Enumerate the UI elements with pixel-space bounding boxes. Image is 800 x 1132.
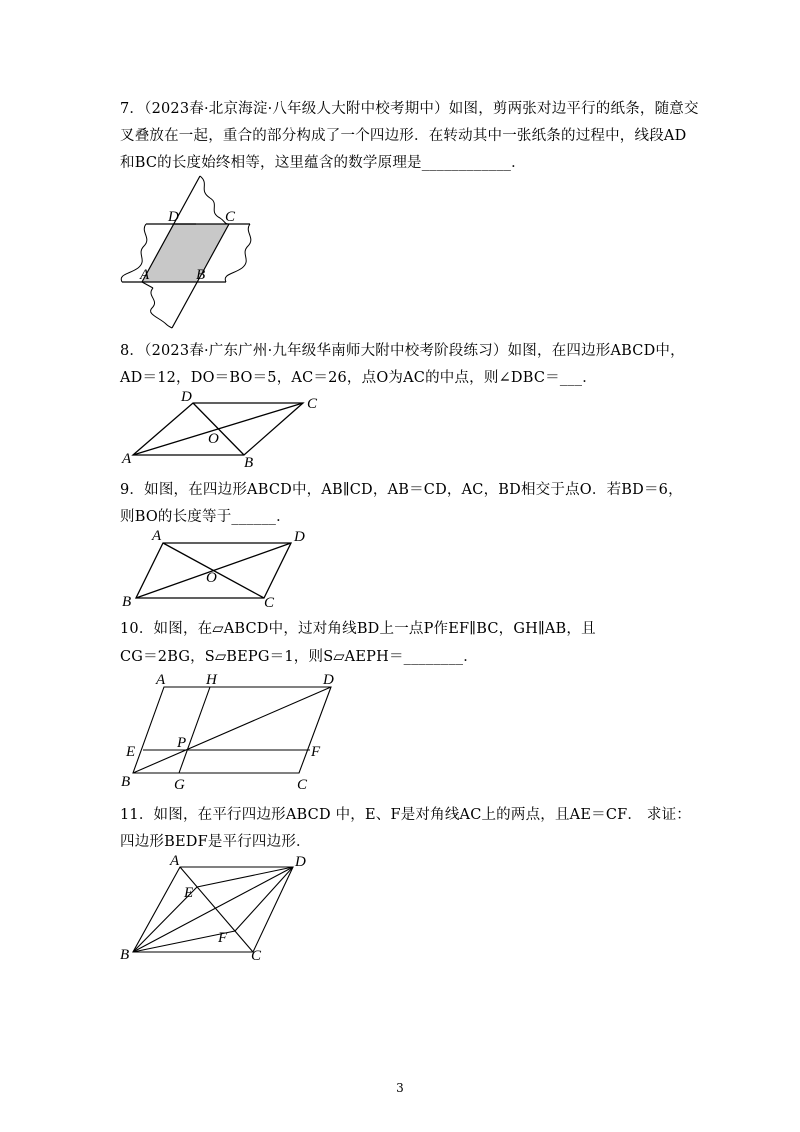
q8-label-o: O — [208, 431, 219, 447]
q11-line-1: 11．如图，在平行四边形ABCD 中，E、F是对角线AC上的两点，且AE＝CF． 求证： — [120, 807, 692, 823]
q10-label-e: E — [126, 744, 136, 760]
q8-line-1: 8．（2023春·广东广州·九年级华南师大附中校考阶段练习）如图，在四边形ABCD中， — [120, 343, 685, 359]
q10-label-f: F — [311, 744, 321, 760]
q8-label-a: A — [122, 451, 132, 467]
q10-label-c: C — [297, 777, 308, 793]
q8-label-b: B — [244, 455, 254, 471]
q10-label-h: H — [206, 672, 217, 688]
q10-label-g: G — [174, 777, 185, 793]
q11-line-2: 四边形BEDF是平行四边形． — [120, 834, 311, 850]
q7-label-c: C — [225, 209, 236, 225]
q10-label-p: P — [177, 735, 187, 751]
q7-label-d: D — [168, 209, 179, 225]
q7-line-3: 和BC的长度始终相等，这里蕴含的数学原理是____________． — [120, 155, 526, 171]
q11-label-e: E — [184, 885, 194, 901]
q11-label-f: F — [218, 930, 228, 946]
q9-line-1: 9．如图，在四边形ABCD中，AB∥CD，AB＝CD，AC，BD相交于点O．若BD＝6， — [120, 482, 683, 498]
q9-label-o: O — [206, 570, 217, 586]
q10-label-a: A — [156, 672, 166, 688]
q7-line-2: 叉叠放在一起，重合的部分构成了一个四边形．在转动其中一张纸条的过程中，线段AD — [120, 128, 687, 144]
q10-label-b: B — [121, 774, 131, 790]
q9-label-b: B — [122, 594, 132, 610]
q11-label-d: D — [295, 854, 306, 870]
q9-label-a: A — [152, 528, 162, 544]
q9-label-c: C — [264, 595, 275, 611]
q7-label-a: A — [140, 267, 150, 283]
q7-label-b: B — [196, 267, 206, 283]
q10-line-1: 10．如图，在▱ABCD中，过对角线BD上一点P作EF∥BC，GH∥AB，且 — [120, 621, 596, 637]
page-number: 3 — [396, 1081, 404, 1095]
q11-label-a: A — [170, 853, 180, 869]
q10-label-d: D — [323, 672, 334, 688]
q8-label-c: C — [307, 396, 318, 412]
q11-label-c: C — [251, 948, 262, 964]
q8-line-2: AD＝12，DO＝BO＝5，AC＝26，点O为AC的中点，则∠DBC＝___． — [120, 370, 597, 386]
q9-line-2: 则BO的长度等于______． — [120, 509, 291, 525]
q8-label-d: D — [181, 389, 192, 405]
q11-label-b: B — [120, 947, 130, 963]
q10-line-2: CG＝2BG，S▱BEPG＝1，则S▱AEPH＝________． — [120, 649, 478, 665]
q9-label-d: D — [294, 529, 305, 545]
q7-line-1: 7．（2023春·北京海淀·八年级人大附中校考期中）如图，剪两张对边平行的纸条，随意交 — [120, 101, 699, 117]
